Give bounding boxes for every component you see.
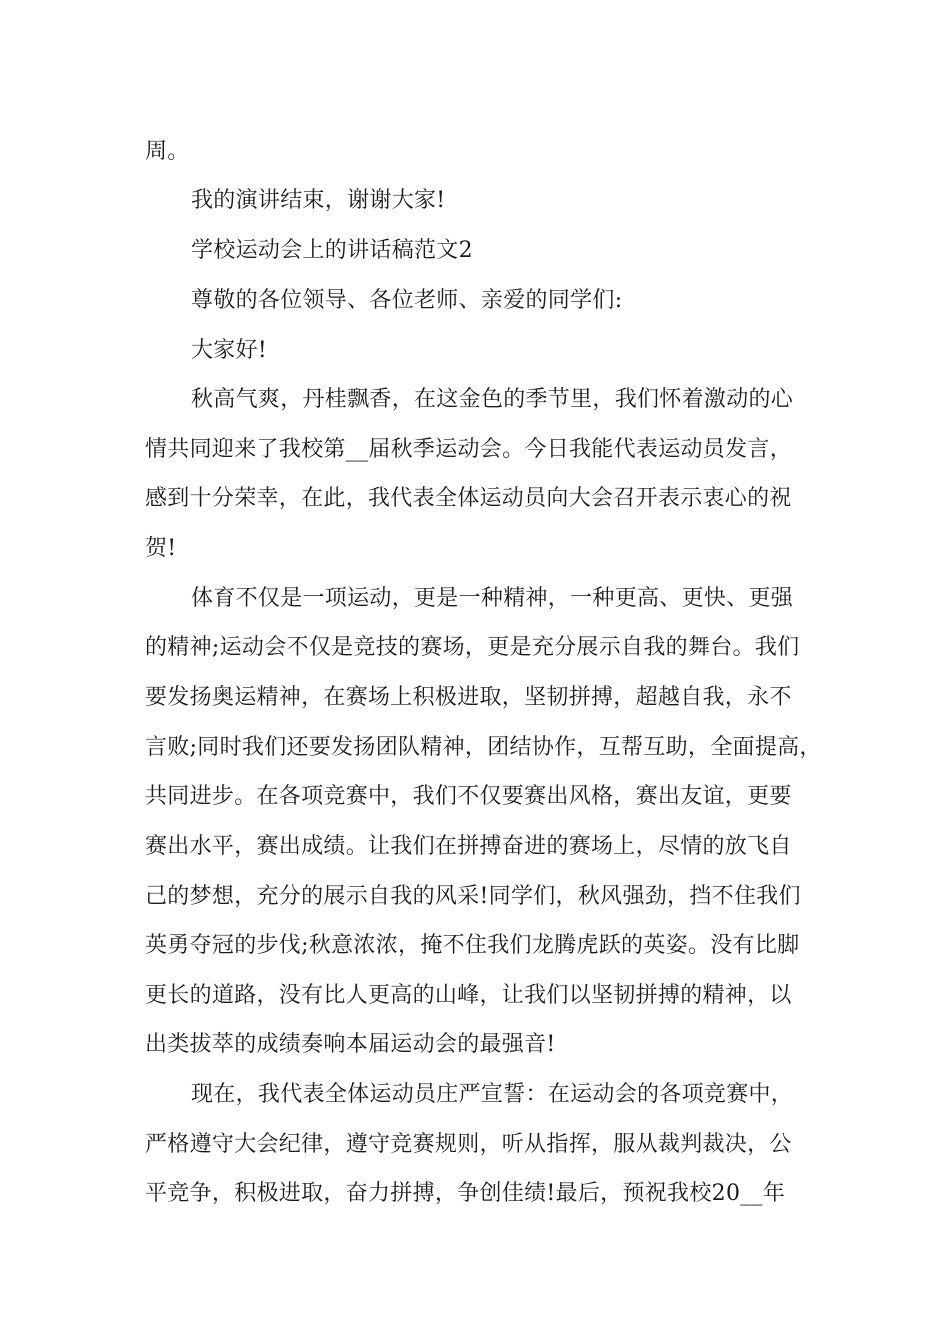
text-line: 的精神;运动会不仅是竞技的赛场，更是充分展示自我的舞台。我们 — [145, 635, 800, 660]
text-line: 感到十分荣幸，在此，我代表全体运动员向大会召开表示衷心的祝 — [145, 486, 792, 511]
text-line: 情共同迎来了我校第__届秋季运动会。今日我能代表运动员发言， — [145, 437, 793, 462]
greeting: 大家好! — [191, 338, 268, 363]
text-line: 贺! — [145, 536, 177, 561]
section-heading: 学校运动会上的讲话稿范文2 — [191, 238, 473, 263]
text-line: 体育不仅是一项运动，更是一种精神，一种更高、更快、更强 — [191, 586, 794, 611]
text-line: 出类拔萃的成绩奏响本届运动会的最强音! — [145, 1032, 556, 1057]
text-line: 秋高气爽，丹桂飘香，在这金色的季节里，我们怀着激动的心 — [191, 387, 794, 412]
text-line: 要发扬奥运精神，在赛场上积极进取，坚韧拼搏，超越自我，永不 — [145, 685, 792, 710]
text-line: 平竞争，积极进取，奋力拼搏，争创佳绩!最后，预祝我校20__年 — [145, 1181, 786, 1206]
text-line: 言败;同时我们还要发扬团队精神，团结协作，互帮互助，全面提高， — [145, 735, 822, 760]
text-line: 现在，我代表全体运动员庄严宣誓：在运动会的各项竞赛中， — [191, 1082, 794, 1107]
text-line: 更长的道路，没有比人更高的山峰，让我们以坚韧拼搏的精神，以 — [145, 983, 792, 1008]
text-line: 共同进步。在各项竞赛中，我们不仅要赛出风格，赛出友谊，更要 — [145, 784, 792, 809]
text-line: 赛出水平，赛出成绩。让我们在拼搏奋进的赛场上，尽情的放飞自 — [145, 834, 792, 859]
text-line: 英勇夺冠的步伐;秋意浓浓，掩不住我们龙腾虎跃的英姿。没有比脚 — [145, 933, 800, 958]
text-line: 己的梦想，充分的展示自我的风采!同学们，秋风强劲，挡不住我们 — [145, 884, 801, 909]
salutation: 尊敬的各位领导、各位老师、亲爱的同学们: — [191, 288, 623, 313]
closing-line: 我的演讲结束，谢谢大家! — [191, 188, 446, 213]
text-line: 周。 — [145, 139, 190, 164]
text-line: 严格遵守大会纪律，遵守竞赛规则，听从指挥，服从裁判裁决，公 — [145, 1132, 792, 1157]
